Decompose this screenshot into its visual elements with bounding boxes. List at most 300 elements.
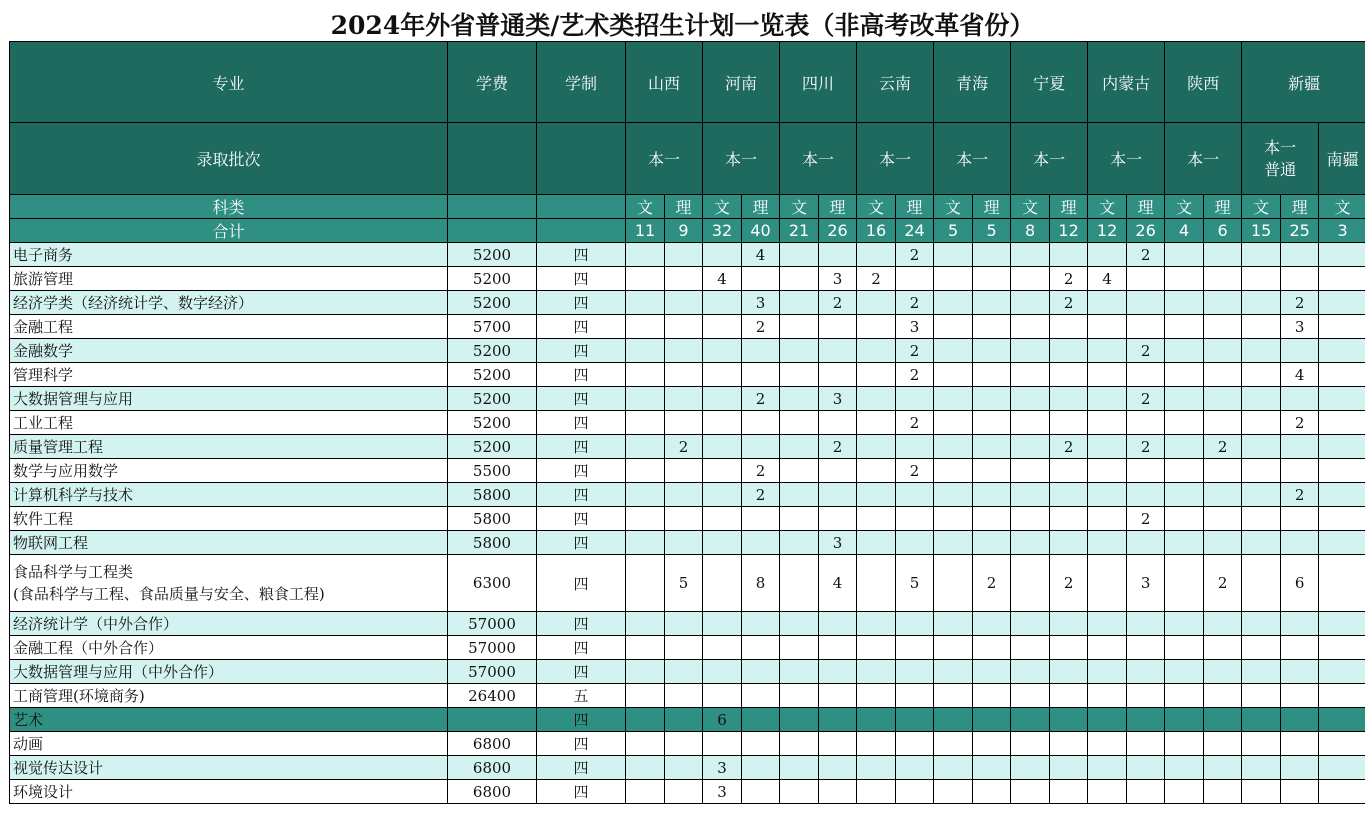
quota-cell <box>934 243 973 267</box>
quota-cell <box>1165 243 1204 267</box>
quota-cell <box>780 267 819 291</box>
major-name: 大数据管理与应用 <box>10 387 448 411</box>
quota-cell <box>1011 387 1050 411</box>
quota-cell <box>1088 435 1127 459</box>
quota-cell <box>857 459 896 483</box>
quota-cell <box>934 555 973 612</box>
quota-cell <box>742 660 780 684</box>
quota-cell: 2 <box>742 459 780 483</box>
quota-cell <box>1319 459 1365 483</box>
quota-cell <box>819 243 857 267</box>
quota-cell <box>819 315 857 339</box>
quota-cell <box>1281 660 1319 684</box>
province-header-shanxi: 山西 <box>626 42 703 123</box>
quota-cell: 4 <box>1281 363 1319 387</box>
quota-cell <box>1204 660 1242 684</box>
quota-cell <box>973 363 1011 387</box>
quota-cell <box>780 708 819 732</box>
quota-cell <box>1242 483 1281 507</box>
quota-cell <box>703 732 742 756</box>
quota-cell <box>1281 507 1319 531</box>
quota-cell <box>857 387 896 411</box>
quota-cell <box>626 387 665 411</box>
table-row <box>10 243 1365 267</box>
quota-cell: 2 <box>1050 555 1088 612</box>
quota-cell <box>857 708 896 732</box>
quota-cell <box>1281 684 1319 708</box>
tuition-fee: 5200 <box>448 387 537 411</box>
table-row <box>10 507 1365 531</box>
quota-cell <box>665 732 703 756</box>
total-cell: 4 <box>1165 219 1204 243</box>
quota-cell <box>1242 660 1281 684</box>
quota-cell <box>1319 555 1365 612</box>
quota-cell <box>703 555 742 612</box>
subject-cell: 文 <box>1011 195 1050 219</box>
quota-cell <box>703 483 742 507</box>
quota-cell <box>780 291 819 315</box>
quota-cell <box>1050 612 1088 636</box>
quota-cell <box>1281 612 1319 636</box>
quota-cell <box>1011 411 1050 435</box>
quota-cell: 2 <box>973 555 1011 612</box>
program-duration: 四 <box>537 531 626 555</box>
quota-cell: 6 <box>1281 555 1319 612</box>
quota-cell: 4 <box>703 267 742 291</box>
quota-cell <box>819 459 857 483</box>
quota-cell <box>742 531 780 555</box>
quota-cell <box>626 267 665 291</box>
quota-cell <box>626 411 665 435</box>
quota-cell <box>1127 684 1165 708</box>
quota-cell <box>665 708 703 732</box>
quota-cell <box>1204 267 1242 291</box>
quota-cell <box>1319 243 1365 267</box>
quota-cell <box>703 363 742 387</box>
quota-cell <box>934 612 973 636</box>
quota-cell <box>1242 708 1281 732</box>
quota-cell: 3 <box>703 756 742 780</box>
quota-cell <box>665 315 703 339</box>
quota-cell <box>934 411 973 435</box>
program-duration: 四 <box>537 459 626 483</box>
total-header: 合计 <box>10 219 448 243</box>
quota-cell <box>1319 708 1365 732</box>
batch-cell: 本一 <box>626 123 703 195</box>
quota-cell <box>1319 660 1365 684</box>
quota-cell <box>742 507 780 531</box>
quota-cell <box>780 660 819 684</box>
table-row <box>10 732 1365 756</box>
quota-cell <box>703 435 742 459</box>
quota-cell <box>1088 291 1127 315</box>
quota-cell: 6 <box>703 708 742 732</box>
quota-cell <box>973 507 1011 531</box>
quota-cell <box>819 363 857 387</box>
quota-cell <box>934 684 973 708</box>
quota-cell <box>973 243 1011 267</box>
quota-cell <box>626 684 665 708</box>
major-name: 金融工程（中外合作） <box>10 636 448 660</box>
quota-cell: 2 <box>1281 411 1319 435</box>
quota-cell: 2 <box>857 267 896 291</box>
total-fee-blank <box>448 219 537 243</box>
quota-cell <box>1088 636 1127 660</box>
quota-cell <box>857 555 896 612</box>
quota-cell <box>780 387 819 411</box>
program-duration: 四 <box>537 756 626 780</box>
quota-cell <box>703 612 742 636</box>
tuition-fee: 6800 <box>448 756 537 780</box>
province-header-neimenggu: 内蒙古 <box>1088 42 1165 123</box>
quota-cell: 3 <box>819 387 857 411</box>
quota-cell <box>1204 684 1242 708</box>
tuition-fee: 5500 <box>448 459 537 483</box>
quota-cell <box>626 507 665 531</box>
quota-cell <box>1088 315 1127 339</box>
quota-cell <box>1165 612 1204 636</box>
quota-cell <box>1242 507 1281 531</box>
program-duration: 四 <box>537 315 626 339</box>
total-cell: 8 <box>1011 219 1050 243</box>
quota-cell: 4 <box>742 243 780 267</box>
quota-cell <box>665 660 703 684</box>
quota-cell: 3 <box>1127 555 1165 612</box>
quota-cell <box>973 531 1011 555</box>
quota-cell <box>780 555 819 612</box>
quota-cell <box>1050 684 1088 708</box>
quota-cell <box>1088 459 1127 483</box>
program-duration: 四 <box>537 507 626 531</box>
total-cell: 5 <box>934 219 973 243</box>
quota-cell <box>780 483 819 507</box>
quota-cell <box>780 243 819 267</box>
quota-cell: 3 <box>703 780 742 804</box>
province-header-qinghai: 青海 <box>934 42 1011 123</box>
major-name: 环境设计 <box>10 780 448 804</box>
quota-cell <box>1319 339 1365 363</box>
quota-cell <box>703 459 742 483</box>
tuition-fee: 5700 <box>448 315 537 339</box>
quota-cell <box>896 684 934 708</box>
quota-cell <box>857 507 896 531</box>
quota-cell <box>973 291 1011 315</box>
quota-cell <box>780 756 819 780</box>
quota-cell <box>1088 684 1127 708</box>
total-duration-blank <box>537 219 626 243</box>
subject-cell: 文 <box>1242 195 1281 219</box>
quota-cell <box>1281 459 1319 483</box>
batch-cell: 本一 <box>857 123 934 195</box>
quota-cell <box>1088 531 1127 555</box>
quota-cell <box>626 732 665 756</box>
quota-cell <box>1088 732 1127 756</box>
program-duration: 四 <box>537 291 626 315</box>
subject-cell: 文 <box>1088 195 1127 219</box>
quota-cell <box>1011 636 1050 660</box>
quota-cell <box>934 363 973 387</box>
quota-cell <box>1011 483 1050 507</box>
total-cell: 26 <box>1127 219 1165 243</box>
quota-cell <box>780 507 819 531</box>
quota-cell: 3 <box>896 315 934 339</box>
tuition-fee: 5200 <box>448 243 537 267</box>
quota-cell <box>1127 756 1165 780</box>
quota-cell <box>857 339 896 363</box>
quota-cell <box>973 732 1011 756</box>
subject-cell: 理 <box>1050 195 1088 219</box>
quota-cell <box>1088 411 1127 435</box>
quota-cell <box>626 339 665 363</box>
quota-cell <box>819 660 857 684</box>
quota-cell <box>665 636 703 660</box>
quota-cell <box>742 339 780 363</box>
quota-cell <box>1127 708 1165 732</box>
quota-cell <box>626 315 665 339</box>
quota-cell <box>626 708 665 732</box>
table-row <box>10 684 1365 708</box>
quota-cell <box>780 732 819 756</box>
subject-cell: 理 <box>665 195 703 219</box>
quota-cell: 2 <box>1127 339 1165 363</box>
province-header-henan: 河南 <box>703 42 780 123</box>
quota-cell <box>1127 636 1165 660</box>
quota-cell <box>703 339 742 363</box>
quota-cell <box>1050 339 1088 363</box>
quota-cell <box>665 780 703 804</box>
quota-cell <box>934 435 973 459</box>
quota-cell <box>973 756 1011 780</box>
quota-cell <box>1088 507 1127 531</box>
table-row <box>10 660 1365 684</box>
quota-cell <box>896 732 934 756</box>
quota-cell <box>1050 660 1088 684</box>
quota-cell: 4 <box>819 555 857 612</box>
subject-fee-blank <box>448 195 537 219</box>
batch-cell-south-xinjiang: 南疆 <box>1319 123 1365 195</box>
quota-cell <box>1127 612 1165 636</box>
total-cell: 26 <box>819 219 857 243</box>
quota-cell: 2 <box>1050 291 1088 315</box>
table-row <box>10 363 1365 387</box>
tuition-fee: 5800 <box>448 507 537 531</box>
quota-cell <box>1165 660 1204 684</box>
quota-cell <box>780 780 819 804</box>
tuition-fee: 5800 <box>448 531 537 555</box>
quota-cell: 2 <box>1127 243 1165 267</box>
quota-cell <box>1165 363 1204 387</box>
quota-cell <box>1050 756 1088 780</box>
quota-cell <box>1165 459 1204 483</box>
subject-duration-blank <box>537 195 626 219</box>
program-duration: 四 <box>537 708 626 732</box>
major-name: 旅游管理 <box>10 267 448 291</box>
quota-cell <box>819 684 857 708</box>
quota-cell <box>1011 339 1050 363</box>
quota-cell <box>1242 684 1281 708</box>
quota-cell <box>1204 339 1242 363</box>
duration-header: 学制 <box>537 42 626 123</box>
quota-cell <box>1050 780 1088 804</box>
quota-cell: 2 <box>896 459 934 483</box>
enrollment-plan-table <box>9 41 1365 804</box>
quota-cell <box>1127 780 1165 804</box>
quota-cell <box>819 636 857 660</box>
quota-cell <box>742 435 780 459</box>
quota-cell <box>1204 708 1242 732</box>
subject-cell: 理 <box>819 195 857 219</box>
subject-cell: 文 <box>703 195 742 219</box>
quota-cell: 8 <box>742 555 780 612</box>
quota-cell <box>665 459 703 483</box>
total-cell: 24 <box>896 219 934 243</box>
quota-cell <box>626 660 665 684</box>
quota-cell: 2 <box>896 291 934 315</box>
quota-cell: 3 <box>742 291 780 315</box>
quota-cell <box>934 531 973 555</box>
table-row <box>10 411 1365 435</box>
major-name-line: (食品科学与工程、食品质量与安全、粮食工程) <box>13 585 325 603</box>
quota-cell <box>703 636 742 660</box>
header-row-major <box>10 42 1365 123</box>
quota-cell <box>1050 459 1088 483</box>
quota-cell <box>973 411 1011 435</box>
subject-cell: 理 <box>1281 195 1319 219</box>
program-duration: 四 <box>537 435 626 459</box>
quota-cell <box>1281 636 1319 660</box>
tuition-fee: 57000 <box>448 612 537 636</box>
major-name: 工商管理(环境商务) <box>10 684 448 708</box>
quota-cell <box>857 684 896 708</box>
quota-cell <box>626 435 665 459</box>
quota-cell <box>934 315 973 339</box>
program-duration: 四 <box>537 732 626 756</box>
quota-cell <box>780 435 819 459</box>
quota-cell <box>857 756 896 780</box>
table-row <box>10 483 1365 507</box>
quota-cell <box>934 708 973 732</box>
quota-cell <box>1011 507 1050 531</box>
tuition-fee: 6300 <box>448 555 537 612</box>
quota-cell <box>1088 708 1127 732</box>
tuition-fee: 57000 <box>448 660 537 684</box>
quota-cell <box>1127 363 1165 387</box>
quota-cell <box>819 483 857 507</box>
quota-cell <box>1281 756 1319 780</box>
quota-cell <box>1088 780 1127 804</box>
quota-cell <box>973 636 1011 660</box>
quota-cell <box>1050 363 1088 387</box>
quota-cell <box>703 411 742 435</box>
table-row <box>10 315 1365 339</box>
quota-cell <box>1127 315 1165 339</box>
quota-cell <box>1319 267 1365 291</box>
quota-cell <box>1242 411 1281 435</box>
quota-cell <box>626 612 665 636</box>
subject-cell: 文 <box>1165 195 1204 219</box>
quota-cell <box>819 732 857 756</box>
quota-cell <box>934 483 973 507</box>
quota-cell <box>896 756 934 780</box>
quota-cell <box>1204 636 1242 660</box>
quota-cell <box>1011 363 1050 387</box>
major-name: 计算机科学与技术 <box>10 483 448 507</box>
quota-cell <box>1204 612 1242 636</box>
major-name: 电子商务 <box>10 243 448 267</box>
quota-cell <box>1281 435 1319 459</box>
subject-row <box>10 195 1365 219</box>
quota-cell <box>1127 660 1165 684</box>
total-cell: 40 <box>742 219 780 243</box>
quota-cell <box>1127 459 1165 483</box>
quota-cell <box>857 483 896 507</box>
quota-cell <box>1011 756 1050 780</box>
quota-cell <box>1204 387 1242 411</box>
quota-cell <box>934 780 973 804</box>
program-duration: 四 <box>537 387 626 411</box>
quota-cell <box>703 531 742 555</box>
tuition-fee: 57000 <box>448 636 537 660</box>
quota-cell <box>1050 387 1088 411</box>
quota-cell <box>819 411 857 435</box>
quota-cell <box>742 756 780 780</box>
quota-cell <box>742 708 780 732</box>
program-duration: 四 <box>537 555 626 612</box>
quota-cell <box>1242 531 1281 555</box>
total-cell: 21 <box>780 219 819 243</box>
quota-cell <box>1165 684 1204 708</box>
quota-cell <box>1165 411 1204 435</box>
quota-cell <box>857 660 896 684</box>
quota-cell <box>1088 483 1127 507</box>
table-row <box>10 708 1365 732</box>
quota-cell <box>665 339 703 363</box>
quota-cell: 2 <box>1281 291 1319 315</box>
quota-cell <box>1242 636 1281 660</box>
quota-cell <box>973 708 1011 732</box>
quota-cell <box>1281 387 1319 411</box>
quota-cell <box>1165 267 1204 291</box>
major-name: 金融工程 <box>10 315 448 339</box>
batch-cell: 本一 <box>780 123 857 195</box>
table-row <box>10 756 1365 780</box>
quota-cell <box>934 636 973 660</box>
major-name: 软件工程 <box>10 507 448 531</box>
quota-cell <box>1319 411 1365 435</box>
major-name: 视觉传达设计 <box>10 756 448 780</box>
quota-cell: 2 <box>1204 555 1242 612</box>
quota-cell <box>1319 531 1365 555</box>
quota-cell <box>665 612 703 636</box>
subject-cell: 文 <box>626 195 665 219</box>
quota-cell <box>665 363 703 387</box>
quota-cell <box>973 387 1011 411</box>
province-header-ningxia: 宁夏 <box>1011 42 1088 123</box>
tuition-fee <box>448 708 537 732</box>
quota-cell <box>742 267 780 291</box>
quota-cell <box>1281 708 1319 732</box>
quota-cell <box>1281 780 1319 804</box>
quota-cell <box>1011 243 1050 267</box>
quota-cell <box>1281 339 1319 363</box>
batch-fee-blank <box>448 123 537 195</box>
quota-cell: 2 <box>1050 435 1088 459</box>
subject-cell: 文 <box>857 195 896 219</box>
program-duration: 四 <box>537 612 626 636</box>
quota-cell <box>973 339 1011 363</box>
table-row <box>10 780 1365 804</box>
total-cell: 11 <box>626 219 665 243</box>
